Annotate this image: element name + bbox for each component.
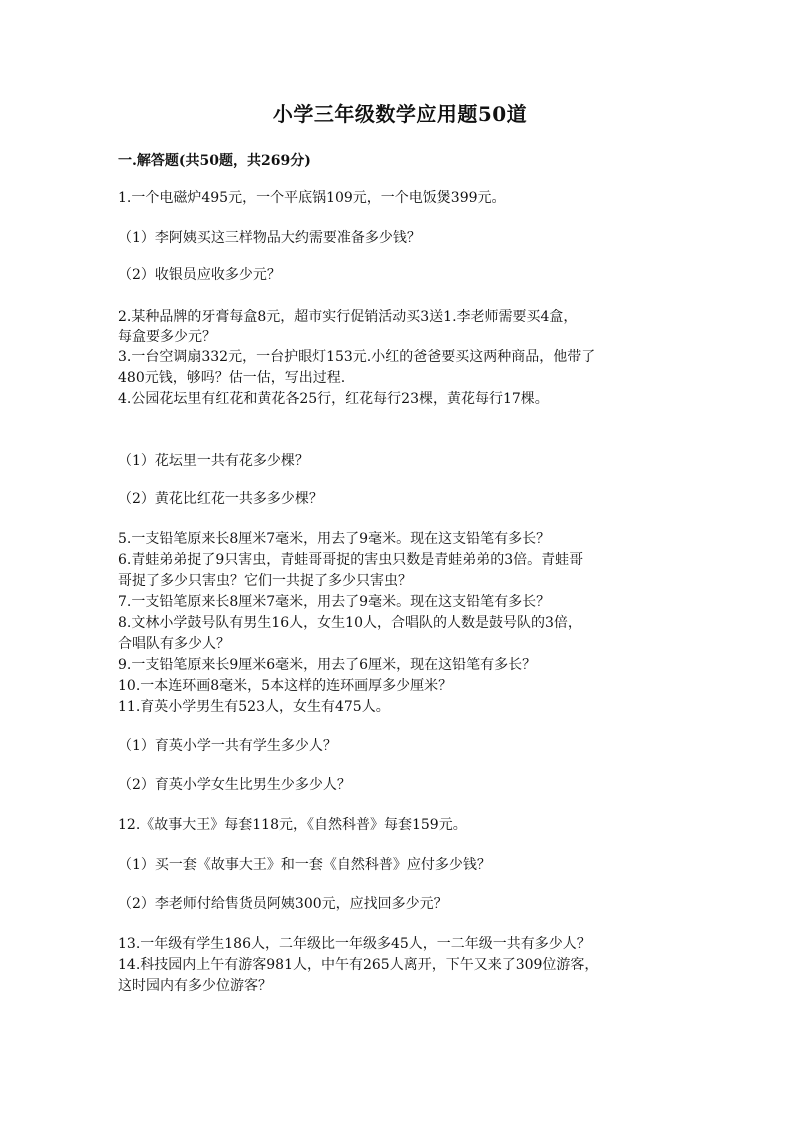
question-12-part-1: （1）买一套《故事大王》和一套《自然科普》应付多少钱？ [118, 857, 491, 873]
question-6-line-1: 6.青蛙弟弟捉了9只害虫，青蛙哥哥捉的害虫只数是青蛙弟弟的3倍。青蛙哥 [118, 552, 584, 568]
question-6-line-2: 哥捉了多少只害虫？它们一共捉了多少只害虫？ [118, 573, 412, 589]
question-14-line-2: 这时园内有多少位游客？ [118, 978, 272, 994]
question-12: 12.《故事大王》每套118元，《自然科普》每套159元。 [118, 817, 467, 833]
question-11-part-1: （1）育英小学一共有学生多少人？ [118, 738, 337, 754]
section-header: 一.解答题(共50题，共269分) [118, 153, 311, 169]
question-14-line-1: 14.科技园内上午有游客981人，中午有265人离开，下午又来了309位游客， [118, 957, 599, 973]
question-11-part-2: （2）育英小学女生比男生少多少人？ [118, 777, 351, 793]
question-2-line-1: 2.某种品牌的牙膏每盒8元，超市实行促销活动买3送1.李老师需要买4盒， [118, 309, 578, 325]
question-2-line-2: 每盒要多少元？ [118, 329, 216, 345]
question-8-line-1: 8.文林小学鼓号队有男生16人，女生10人，合唱队的人数是鼓号队的3倍， [118, 615, 582, 631]
question-7: 7.一支铅笔原来长8厘米7毫米，用去了9毫米。现在这支铅笔有多长？ [118, 594, 551, 610]
question-3-line-2: 480元钱，够吗？估一估，写出过程. [118, 370, 346, 386]
question-10: 10.一本连环画8毫米，5本这样的连环画厚多少厘米？ [118, 678, 453, 694]
page-title: 小学三年级数学应用题50道 [272, 102, 528, 126]
question-12-part-2: （2）李老师付给售货员阿姨300元，应找回多少元？ [118, 896, 448, 912]
question-8-line-2: 合唱队有多少人？ [118, 636, 230, 652]
question-3-line-1: 3.一台空调扇332元，一台护眼灯153元.小红的爸爸要买这两种商品，他带了 [118, 349, 596, 365]
question-1: 1.一个电磁炉495元，一个平底锅109元，一个电饭煲399元。 [118, 190, 506, 206]
question-4: 4.公园花坛里有红花和黄花各25行，红花每行23棵，黄花每行17棵。 [118, 391, 549, 407]
question-1-part-2: （2）收银员应收多少元？ [118, 267, 281, 283]
question-4-part-2: （2）黄花比红花一共多多少棵？ [118, 491, 323, 507]
question-9: 9.一支铅笔原来长9厘米6毫米，用去了6厘米，现在这铅笔有多长？ [118, 657, 537, 673]
question-5: 5.一支铅笔原来长8厘米7毫米，用去了9毫米。现在这支铅笔有多长？ [118, 531, 551, 547]
question-13: 13.一年级有学生186人，二年级比一年级多45人，一二年级一共有多少人？ [118, 936, 591, 952]
question-11: 11.育英小学男生有523人，女生有475人。 [118, 699, 390, 715]
question-4-part-1: （1）花坛里一共有花多少棵？ [118, 453, 309, 469]
question-1-part-1: （1）李阿姨买这三样物品大约需要准备多少钱？ [118, 230, 421, 246]
